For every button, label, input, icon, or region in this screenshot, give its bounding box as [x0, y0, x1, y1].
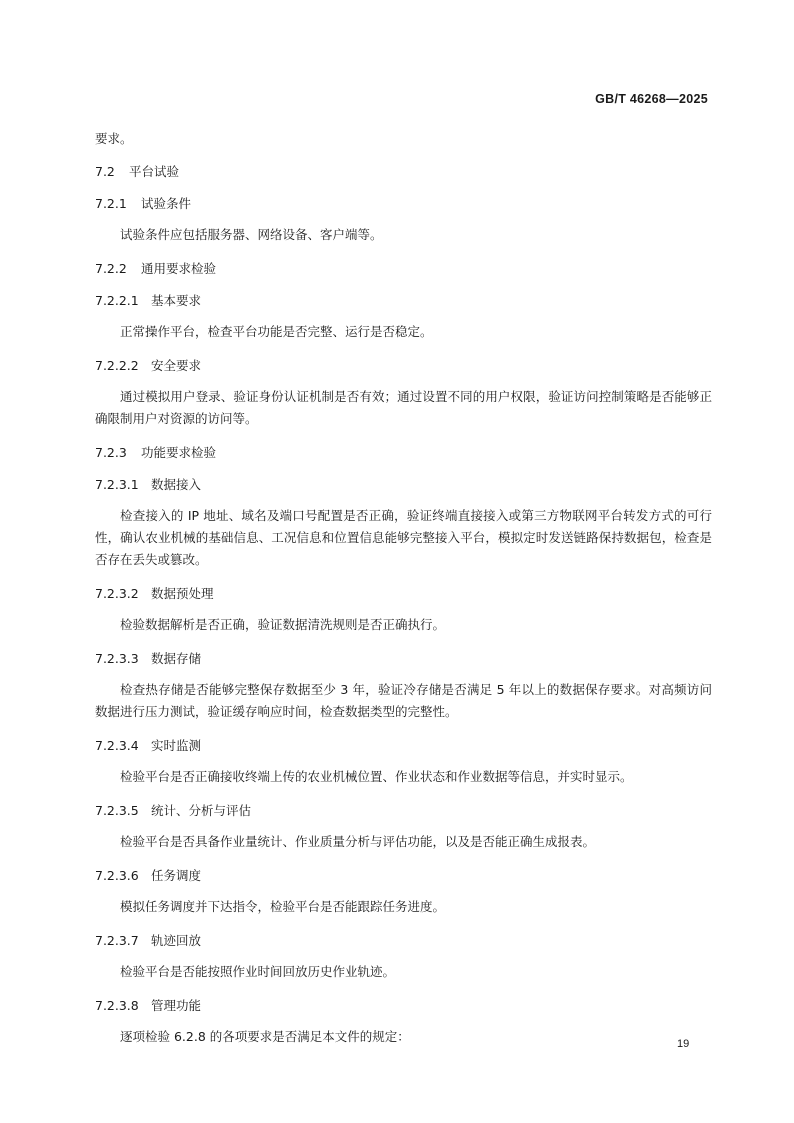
section-heading	[95, 284, 712, 316]
document-body	[95, 129, 712, 1054]
section-heading	[95, 577, 712, 609]
paragraph: 模拟任务调度并下达指令，检验平台是否能跟踪任务进度。	[120, 899, 446, 914]
section-title: 管理功能	[151, 998, 202, 1013]
section-title: 数据存储	[151, 651, 202, 666]
paragraph: 检验平台是否能按照作业时间回放历史作业轨迹。	[120, 964, 396, 979]
paragraph: 试验条件应包括服务器、网络设备、客户端等。	[120, 227, 383, 242]
section-number: 7.2.2	[95, 260, 127, 276]
section-number: 7.2	[95, 163, 115, 179]
paragraph: 通过模拟用户登录、验证身份认证机制是否有效；通过设置不同的用户权限，验证访问控制策略是否能够正确限制用户对资源的访问等。	[95, 389, 712, 426]
paragraph: 检验平台是否具备作业量统计、作业质量分析与评估功能，以及是否能正确生成报表。	[120, 834, 596, 849]
paragraph: 检查热存储是否能够完整保存数据至少 3 年，验证冷存储是否满足 5 年以上的数据保存要求。对高频访问数据进行压力测试，验证缓存响应时间，检查数据类型的完整性。	[95, 682, 712, 719]
section-title: 功能要求检验	[141, 445, 217, 460]
section-heading	[95, 349, 712, 381]
section-heading	[95, 252, 712, 284]
section-number: 7.2.3.4	[95, 737, 139, 753]
section-body	[95, 1021, 712, 1054]
section-number: 7.2.3	[95, 444, 127, 460]
section-title: 试验条件	[141, 196, 192, 211]
section-body	[95, 381, 712, 436]
section-title: 数据接入	[151, 477, 202, 492]
section-body	[95, 891, 712, 924]
section-number: 7.2.3.8	[95, 997, 139, 1013]
section-title: 轨迹回放	[151, 933, 202, 948]
section-number: 7.2.3.1	[95, 476, 139, 492]
paragraph: 逐项检验 6.2.8 的各项要求是否满足本文件的规定：	[120, 1029, 410, 1044]
section-body	[95, 674, 712, 729]
standard-code-header: GB/T 46268—2025	[595, 92, 708, 106]
paragraph: 检查接入的 IP 地址、域名及端口号配置是否正确，验证终端直接接入或第三方物联网平台转发方式的可行性，确认农业机械的基础信息、工况信息和位置信息能够完整接入平台，模拟定时发送链路保持数据包，检查是否存在丢失或篡改。	[95, 508, 712, 567]
page-number: 19	[677, 1038, 690, 1050]
section-number: 7.2.2.1	[95, 292, 139, 308]
paragraph: 检验数据解析是否正确，验证数据清洗规则是否正确执行。	[120, 617, 446, 632]
section-body	[95, 219, 712, 252]
section-heading	[95, 794, 712, 826]
sections-container	[95, 155, 712, 1054]
section-body	[95, 956, 712, 989]
section-title: 任务调度	[151, 868, 202, 883]
section-body	[95, 609, 712, 642]
section-number: 7.2.3.2	[95, 585, 139, 601]
section-heading	[95, 187, 712, 219]
section-number: 7.2.2.2	[95, 357, 139, 373]
section-heading	[95, 436, 712, 468]
section-body	[95, 500, 712, 577]
section-number: 7.2.3.7	[95, 932, 139, 948]
section-title: 平台试验	[129, 164, 180, 179]
section-title: 基本要求	[151, 293, 202, 308]
section-number: 7.2.1	[95, 195, 127, 211]
section-body	[95, 761, 712, 794]
section-body	[95, 316, 712, 349]
section-heading	[95, 989, 712, 1021]
paragraph: 正常操作平台，检查平台功能是否完整、运行是否稳定。	[120, 324, 433, 339]
section-number: 7.2.3.3	[95, 650, 139, 666]
section-heading	[95, 468, 712, 500]
section-heading	[95, 155, 712, 187]
section-heading	[95, 924, 712, 956]
section-heading	[95, 859, 712, 891]
section-number: 7.2.3.6	[95, 867, 139, 883]
section-title: 统计、分析与评估	[151, 803, 252, 818]
paragraph: 检验平台是否正确接收终端上传的农业机械位置、作业状态和作业数据等信息，并实时显示。	[120, 769, 633, 784]
section-heading	[95, 729, 712, 761]
continued-text: 要求。	[95, 131, 133, 146]
section-body	[95, 826, 712, 859]
section-title: 安全要求	[151, 358, 202, 373]
section-title: 通用要求检验	[141, 261, 217, 276]
section-heading	[95, 642, 712, 674]
section-title: 实时监测	[151, 738, 202, 753]
section-title: 数据预处理	[151, 586, 214, 601]
section-number: 7.2.3.5	[95, 802, 139, 818]
